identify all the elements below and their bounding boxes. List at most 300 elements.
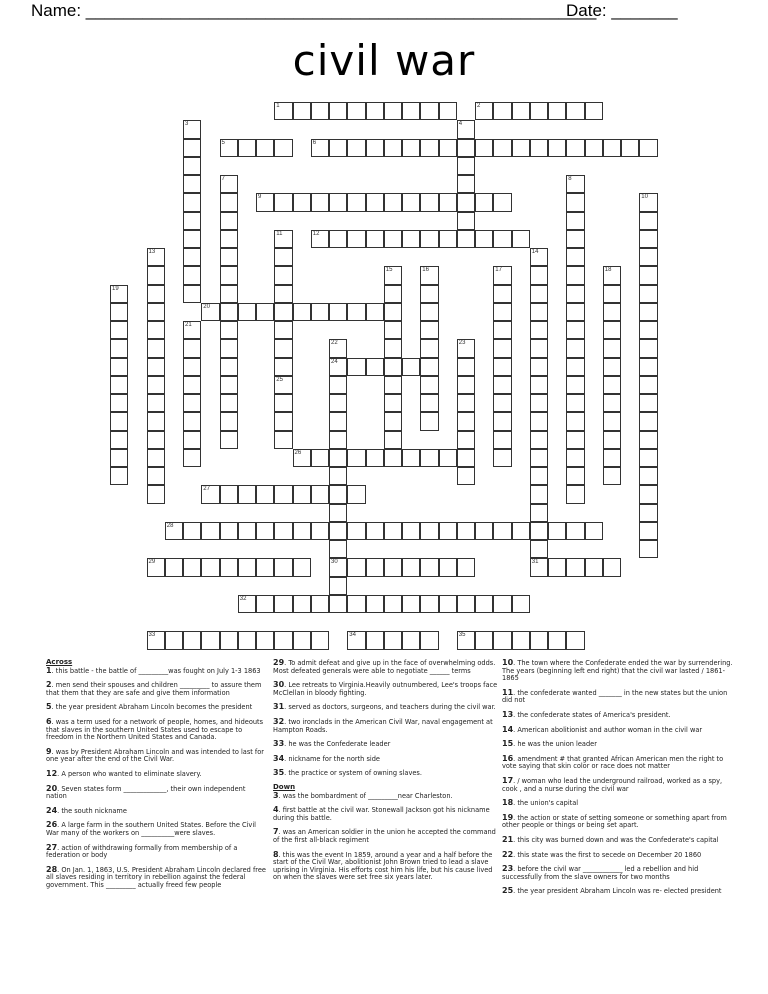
grid-cell[interactable] bbox=[201, 631, 219, 649]
grid-cell[interactable] bbox=[183, 631, 201, 649]
grid-cell[interactable] bbox=[329, 412, 347, 430]
grid-cell[interactable] bbox=[639, 230, 657, 248]
grid-cell[interactable] bbox=[402, 230, 420, 248]
grid-cell[interactable] bbox=[493, 339, 511, 357]
grid-cell[interactable] bbox=[366, 102, 384, 120]
grid-cell[interactable] bbox=[329, 358, 347, 376]
grid-cell[interactable] bbox=[493, 285, 511, 303]
grid-cell[interactable] bbox=[439, 558, 457, 576]
grid-cell[interactable] bbox=[347, 358, 365, 376]
grid-cell[interactable] bbox=[220, 394, 238, 412]
grid-cell[interactable] bbox=[311, 522, 329, 540]
grid-cell[interactable] bbox=[530, 248, 548, 266]
grid-cell[interactable] bbox=[566, 467, 584, 485]
grid-cell[interactable] bbox=[183, 157, 201, 175]
grid-cell[interactable] bbox=[439, 102, 457, 120]
grid-cell[interactable] bbox=[530, 631, 548, 649]
grid-cell[interactable] bbox=[420, 449, 438, 467]
grid-cell[interactable] bbox=[384, 358, 402, 376]
grid-cell[interactable] bbox=[366, 522, 384, 540]
grid-cell[interactable] bbox=[311, 193, 329, 211]
grid-cell[interactable] bbox=[530, 285, 548, 303]
grid-cell[interactable] bbox=[475, 522, 493, 540]
grid-cell[interactable] bbox=[402, 558, 420, 576]
grid-cell[interactable] bbox=[220, 230, 238, 248]
grid-cell[interactable] bbox=[530, 303, 548, 321]
grid-cell[interactable] bbox=[147, 358, 165, 376]
grid-cell[interactable] bbox=[639, 504, 657, 522]
grid-cell[interactable] bbox=[603, 321, 621, 339]
grid-cell[interactable] bbox=[147, 339, 165, 357]
grid-cell[interactable] bbox=[639, 139, 657, 157]
grid-cell[interactable] bbox=[457, 558, 475, 576]
grid-cell[interactable] bbox=[420, 558, 438, 576]
grid-cell[interactable] bbox=[420, 339, 438, 357]
grid-cell[interactable] bbox=[457, 212, 475, 230]
grid-cell[interactable] bbox=[329, 376, 347, 394]
grid-cell[interactable] bbox=[147, 431, 165, 449]
grid-cell[interactable] bbox=[238, 558, 256, 576]
grid-cell[interactable] bbox=[110, 431, 128, 449]
grid-cell[interactable] bbox=[220, 358, 238, 376]
grid-cell[interactable] bbox=[274, 303, 292, 321]
grid-cell[interactable] bbox=[420, 102, 438, 120]
grid-cell[interactable] bbox=[220, 376, 238, 394]
grid-cell[interactable] bbox=[493, 394, 511, 412]
grid-cell[interactable] bbox=[439, 230, 457, 248]
grid-cell[interactable] bbox=[475, 139, 493, 157]
grid-cell[interactable] bbox=[183, 321, 201, 339]
grid-cell[interactable] bbox=[530, 102, 548, 120]
grid-cell[interactable] bbox=[493, 412, 511, 430]
grid-cell[interactable] bbox=[311, 102, 329, 120]
grid-cell[interactable] bbox=[530, 358, 548, 376]
grid-cell[interactable] bbox=[274, 285, 292, 303]
grid-cell[interactable] bbox=[603, 449, 621, 467]
grid-cell[interactable] bbox=[347, 139, 365, 157]
grid-cell[interactable] bbox=[548, 102, 566, 120]
grid-cell[interactable] bbox=[530, 431, 548, 449]
grid-cell[interactable] bbox=[420, 303, 438, 321]
grid-cell[interactable] bbox=[457, 230, 475, 248]
grid-cell[interactable] bbox=[110, 358, 128, 376]
grid-cell[interactable] bbox=[183, 522, 201, 540]
grid-cell[interactable] bbox=[293, 449, 311, 467]
grid-cell[interactable] bbox=[548, 139, 566, 157]
grid-cell[interactable] bbox=[639, 285, 657, 303]
grid-cell[interactable] bbox=[329, 230, 347, 248]
grid-cell[interactable] bbox=[110, 339, 128, 357]
grid-cell[interactable] bbox=[256, 631, 274, 649]
grid-cell[interactable] bbox=[238, 139, 256, 157]
grid-cell[interactable] bbox=[530, 266, 548, 284]
grid-cell[interactable] bbox=[566, 230, 584, 248]
grid-cell[interactable] bbox=[566, 339, 584, 357]
grid-cell[interactable] bbox=[639, 394, 657, 412]
grid-cell[interactable] bbox=[384, 303, 402, 321]
grid-cell[interactable] bbox=[366, 193, 384, 211]
grid-cell[interactable] bbox=[183, 212, 201, 230]
grid-cell[interactable] bbox=[475, 595, 493, 613]
grid-cell[interactable] bbox=[256, 522, 274, 540]
grid-cell[interactable] bbox=[639, 266, 657, 284]
grid-cell[interactable] bbox=[420, 193, 438, 211]
grid-cell[interactable] bbox=[329, 193, 347, 211]
grid-cell[interactable] bbox=[639, 193, 657, 211]
grid-cell[interactable] bbox=[274, 102, 292, 120]
grid-cell[interactable] bbox=[256, 303, 274, 321]
grid-cell[interactable] bbox=[220, 631, 238, 649]
grid-cell[interactable] bbox=[293, 303, 311, 321]
grid-cell[interactable] bbox=[366, 230, 384, 248]
grid-cell[interactable] bbox=[493, 102, 511, 120]
grid-cell[interactable] bbox=[220, 139, 238, 157]
grid-cell[interactable] bbox=[220, 339, 238, 357]
grid-cell[interactable] bbox=[603, 467, 621, 485]
grid-cell[interactable] bbox=[256, 595, 274, 613]
grid-cell[interactable] bbox=[493, 449, 511, 467]
grid-cell[interactable] bbox=[147, 266, 165, 284]
grid-cell[interactable] bbox=[585, 558, 603, 576]
grid-cell[interactable] bbox=[293, 522, 311, 540]
grid-cell[interactable] bbox=[329, 540, 347, 558]
grid-cell[interactable] bbox=[220, 266, 238, 284]
grid-cell[interactable] bbox=[566, 139, 584, 157]
grid-cell[interactable] bbox=[603, 412, 621, 430]
grid-cell[interactable] bbox=[639, 321, 657, 339]
grid-cell[interactable] bbox=[366, 449, 384, 467]
grid-cell[interactable] bbox=[311, 230, 329, 248]
grid-cell[interactable] bbox=[384, 558, 402, 576]
grid-cell[interactable] bbox=[603, 339, 621, 357]
grid-cell[interactable] bbox=[329, 577, 347, 595]
grid-cell[interactable] bbox=[293, 102, 311, 120]
grid-cell[interactable] bbox=[530, 558, 548, 576]
grid-cell[interactable] bbox=[384, 102, 402, 120]
grid-cell[interactable] bbox=[512, 595, 530, 613]
grid-cell[interactable] bbox=[493, 522, 511, 540]
grid-cell[interactable] bbox=[530, 376, 548, 394]
grid-cell[interactable] bbox=[293, 631, 311, 649]
grid-cell[interactable] bbox=[512, 230, 530, 248]
grid-cell[interactable] bbox=[201, 303, 219, 321]
grid-cell[interactable] bbox=[293, 558, 311, 576]
grid-cell[interactable] bbox=[493, 303, 511, 321]
grid-cell[interactable] bbox=[603, 139, 621, 157]
grid-cell[interactable] bbox=[639, 358, 657, 376]
grid-cell[interactable] bbox=[639, 467, 657, 485]
grid-cell[interactable] bbox=[512, 631, 530, 649]
grid-cell[interactable] bbox=[147, 285, 165, 303]
grid-cell[interactable] bbox=[220, 522, 238, 540]
grid-cell[interactable] bbox=[566, 412, 584, 430]
grid-cell[interactable] bbox=[384, 449, 402, 467]
grid-cell[interactable] bbox=[530, 467, 548, 485]
grid-cell[interactable] bbox=[311, 303, 329, 321]
grid-cell[interactable] bbox=[274, 139, 292, 157]
grid-cell[interactable] bbox=[566, 449, 584, 467]
grid-cell[interactable] bbox=[220, 485, 238, 503]
grid-cell[interactable] bbox=[530, 412, 548, 430]
grid-cell[interactable] bbox=[183, 266, 201, 284]
grid-cell[interactable] bbox=[183, 394, 201, 412]
grid-cell[interactable] bbox=[420, 522, 438, 540]
grid-cell[interactable] bbox=[457, 193, 475, 211]
grid-cell[interactable] bbox=[220, 175, 238, 193]
grid-cell[interactable] bbox=[183, 558, 201, 576]
grid-cell[interactable] bbox=[274, 631, 292, 649]
grid-cell[interactable] bbox=[256, 485, 274, 503]
grid-cell[interactable] bbox=[220, 248, 238, 266]
grid-cell[interactable] bbox=[220, 412, 238, 430]
grid-cell[interactable] bbox=[384, 230, 402, 248]
grid-cell[interactable] bbox=[439, 522, 457, 540]
grid-cell[interactable] bbox=[274, 321, 292, 339]
grid-cell[interactable] bbox=[420, 595, 438, 613]
grid-cell[interactable] bbox=[165, 631, 183, 649]
name-field[interactable]: Name: ______________________________________________________ bbox=[31, 1, 597, 20]
grid-cell[interactable] bbox=[457, 394, 475, 412]
grid-cell[interactable] bbox=[293, 485, 311, 503]
grid-cell[interactable] bbox=[384, 193, 402, 211]
grid-cell[interactable] bbox=[439, 139, 457, 157]
grid-cell[interactable] bbox=[274, 431, 292, 449]
grid-cell[interactable] bbox=[493, 139, 511, 157]
grid-cell[interactable] bbox=[402, 522, 420, 540]
grid-cell[interactable] bbox=[566, 285, 584, 303]
grid-cell[interactable] bbox=[384, 339, 402, 357]
grid-cell[interactable] bbox=[183, 339, 201, 357]
grid-cell[interactable] bbox=[366, 303, 384, 321]
grid-cell[interactable] bbox=[329, 431, 347, 449]
grid-cell[interactable] bbox=[347, 595, 365, 613]
grid-cell[interactable] bbox=[110, 303, 128, 321]
grid-cell[interactable] bbox=[220, 193, 238, 211]
grid-cell[interactable] bbox=[110, 321, 128, 339]
grid-cell[interactable] bbox=[603, 431, 621, 449]
grid-cell[interactable] bbox=[183, 285, 201, 303]
grid-cell[interactable] bbox=[183, 449, 201, 467]
grid-cell[interactable] bbox=[439, 193, 457, 211]
grid-cell[interactable] bbox=[420, 266, 438, 284]
grid-cell[interactable] bbox=[256, 193, 274, 211]
grid-cell[interactable] bbox=[347, 193, 365, 211]
grid-cell[interactable] bbox=[566, 303, 584, 321]
grid-cell[interactable] bbox=[220, 431, 238, 449]
grid-cell[interactable] bbox=[639, 212, 657, 230]
grid-cell[interactable] bbox=[402, 358, 420, 376]
grid-cell[interactable] bbox=[420, 285, 438, 303]
grid-cell[interactable] bbox=[147, 449, 165, 467]
grid-cell[interactable] bbox=[293, 595, 311, 613]
grid-cell[interactable] bbox=[347, 558, 365, 576]
grid-cell[interactable] bbox=[183, 175, 201, 193]
grid-cell[interactable] bbox=[493, 595, 511, 613]
grid-cell[interactable] bbox=[311, 139, 329, 157]
grid-cell[interactable] bbox=[585, 522, 603, 540]
grid-cell[interactable] bbox=[293, 193, 311, 211]
grid-cell[interactable] bbox=[147, 467, 165, 485]
grid-cell[interactable] bbox=[347, 631, 365, 649]
grid-cell[interactable] bbox=[402, 449, 420, 467]
grid-cell[interactable] bbox=[384, 376, 402, 394]
grid-cell[interactable] bbox=[512, 102, 530, 120]
grid-cell[interactable] bbox=[183, 230, 201, 248]
grid-cell[interactable] bbox=[475, 631, 493, 649]
grid-cell[interactable] bbox=[274, 358, 292, 376]
grid-cell[interactable] bbox=[457, 431, 475, 449]
grid-cell[interactable] bbox=[512, 139, 530, 157]
grid-cell[interactable] bbox=[238, 485, 256, 503]
grid-cell[interactable] bbox=[530, 540, 548, 558]
grid-cell[interactable] bbox=[274, 266, 292, 284]
grid-cell[interactable] bbox=[147, 321, 165, 339]
grid-cell[interactable] bbox=[566, 266, 584, 284]
grid-cell[interactable] bbox=[457, 139, 475, 157]
grid-cell[interactable] bbox=[457, 376, 475, 394]
grid-cell[interactable] bbox=[639, 485, 657, 503]
grid-cell[interactable] bbox=[147, 631, 165, 649]
grid-cell[interactable] bbox=[366, 595, 384, 613]
grid-cell[interactable] bbox=[329, 595, 347, 613]
grid-cell[interactable] bbox=[329, 522, 347, 540]
grid-cell[interactable] bbox=[585, 139, 603, 157]
grid-cell[interactable] bbox=[457, 358, 475, 376]
grid-cell[interactable] bbox=[493, 376, 511, 394]
grid-cell[interactable] bbox=[457, 449, 475, 467]
grid-cell[interactable] bbox=[274, 193, 292, 211]
grid-cell[interactable] bbox=[420, 321, 438, 339]
grid-cell[interactable] bbox=[110, 412, 128, 430]
grid-cell[interactable] bbox=[147, 412, 165, 430]
grid-cell[interactable] bbox=[530, 522, 548, 540]
grid-cell[interactable] bbox=[329, 339, 347, 357]
grid-cell[interactable] bbox=[183, 193, 201, 211]
grid-cell[interactable] bbox=[566, 485, 584, 503]
grid-cell[interactable] bbox=[366, 558, 384, 576]
grid-cell[interactable] bbox=[566, 212, 584, 230]
grid-cell[interactable] bbox=[183, 412, 201, 430]
grid-cell[interactable] bbox=[530, 504, 548, 522]
grid-cell[interactable] bbox=[566, 193, 584, 211]
grid-cell[interactable] bbox=[457, 175, 475, 193]
grid-cell[interactable] bbox=[566, 321, 584, 339]
grid-cell[interactable] bbox=[566, 248, 584, 266]
grid-cell[interactable] bbox=[548, 558, 566, 576]
grid-cell[interactable] bbox=[220, 285, 238, 303]
grid-cell[interactable] bbox=[493, 631, 511, 649]
grid-cell[interactable] bbox=[457, 595, 475, 613]
grid-cell[interactable] bbox=[201, 522, 219, 540]
grid-cell[interactable] bbox=[475, 193, 493, 211]
grid-cell[interactable] bbox=[603, 394, 621, 412]
grid-cell[interactable] bbox=[274, 485, 292, 503]
grid-cell[interactable] bbox=[457, 522, 475, 540]
grid-cell[interactable] bbox=[457, 339, 475, 357]
grid-cell[interactable] bbox=[384, 285, 402, 303]
grid-cell[interactable] bbox=[384, 266, 402, 284]
grid-cell[interactable] bbox=[639, 522, 657, 540]
grid-cell[interactable] bbox=[329, 303, 347, 321]
grid-cell[interactable] bbox=[274, 248, 292, 266]
grid-cell[interactable] bbox=[329, 467, 347, 485]
grid-cell[interactable] bbox=[566, 376, 584, 394]
grid-cell[interactable] bbox=[420, 139, 438, 157]
grid-cell[interactable] bbox=[530, 449, 548, 467]
grid-cell[interactable] bbox=[639, 248, 657, 266]
grid-cell[interactable] bbox=[274, 412, 292, 430]
grid-cell[interactable] bbox=[220, 321, 238, 339]
grid-cell[interactable] bbox=[274, 558, 292, 576]
grid-cell[interactable] bbox=[110, 449, 128, 467]
grid-cell[interactable] bbox=[493, 230, 511, 248]
grid-cell[interactable] bbox=[274, 522, 292, 540]
grid-cell[interactable] bbox=[384, 139, 402, 157]
grid-cell[interactable] bbox=[329, 485, 347, 503]
grid-cell[interactable] bbox=[639, 376, 657, 394]
grid-cell[interactable] bbox=[147, 558, 165, 576]
grid-cell[interactable] bbox=[420, 358, 438, 376]
grid-cell[interactable] bbox=[439, 449, 457, 467]
grid-cell[interactable] bbox=[639, 412, 657, 430]
grid-cell[interactable] bbox=[402, 102, 420, 120]
grid-cell[interactable] bbox=[347, 485, 365, 503]
grid-cell[interactable] bbox=[439, 595, 457, 613]
grid-cell[interactable] bbox=[603, 303, 621, 321]
grid-cell[interactable] bbox=[147, 394, 165, 412]
grid-cell[interactable] bbox=[493, 193, 511, 211]
grid-cell[interactable] bbox=[402, 193, 420, 211]
grid-cell[interactable] bbox=[329, 449, 347, 467]
grid-cell[interactable] bbox=[530, 339, 548, 357]
grid-cell[interactable] bbox=[603, 558, 621, 576]
grid-cell[interactable] bbox=[457, 412, 475, 430]
grid-cell[interactable] bbox=[347, 522, 365, 540]
grid-cell[interactable] bbox=[220, 212, 238, 230]
grid-cell[interactable] bbox=[311, 595, 329, 613]
grid-cell[interactable] bbox=[311, 449, 329, 467]
grid-cell[interactable] bbox=[238, 303, 256, 321]
grid-cell[interactable] bbox=[366, 358, 384, 376]
grid-cell[interactable] bbox=[110, 467, 128, 485]
grid-cell[interactable] bbox=[384, 631, 402, 649]
grid-cell[interactable] bbox=[639, 303, 657, 321]
grid-cell[interactable] bbox=[475, 102, 493, 120]
grid-cell[interactable] bbox=[256, 139, 274, 157]
grid-cell[interactable] bbox=[201, 558, 219, 576]
grid-cell[interactable] bbox=[347, 449, 365, 467]
grid-cell[interactable] bbox=[147, 485, 165, 503]
grid-cell[interactable] bbox=[530, 139, 548, 157]
grid-cell[interactable] bbox=[420, 412, 438, 430]
grid-cell[interactable] bbox=[147, 248, 165, 266]
grid-cell[interactable] bbox=[384, 394, 402, 412]
grid-cell[interactable] bbox=[366, 139, 384, 157]
grid-cell[interactable] bbox=[621, 139, 639, 157]
grid-cell[interactable] bbox=[329, 504, 347, 522]
date-field[interactable]: Date: _______ bbox=[566, 1, 678, 20]
grid-cell[interactable] bbox=[639, 449, 657, 467]
grid-cell[interactable] bbox=[347, 303, 365, 321]
grid-cell[interactable] bbox=[165, 558, 183, 576]
grid-cell[interactable] bbox=[384, 412, 402, 430]
grid-cell[interactable] bbox=[147, 303, 165, 321]
grid-cell[interactable] bbox=[548, 631, 566, 649]
grid-cell[interactable] bbox=[566, 431, 584, 449]
grid-cell[interactable] bbox=[220, 303, 238, 321]
grid-cell[interactable] bbox=[566, 558, 584, 576]
grid-cell[interactable] bbox=[566, 631, 584, 649]
